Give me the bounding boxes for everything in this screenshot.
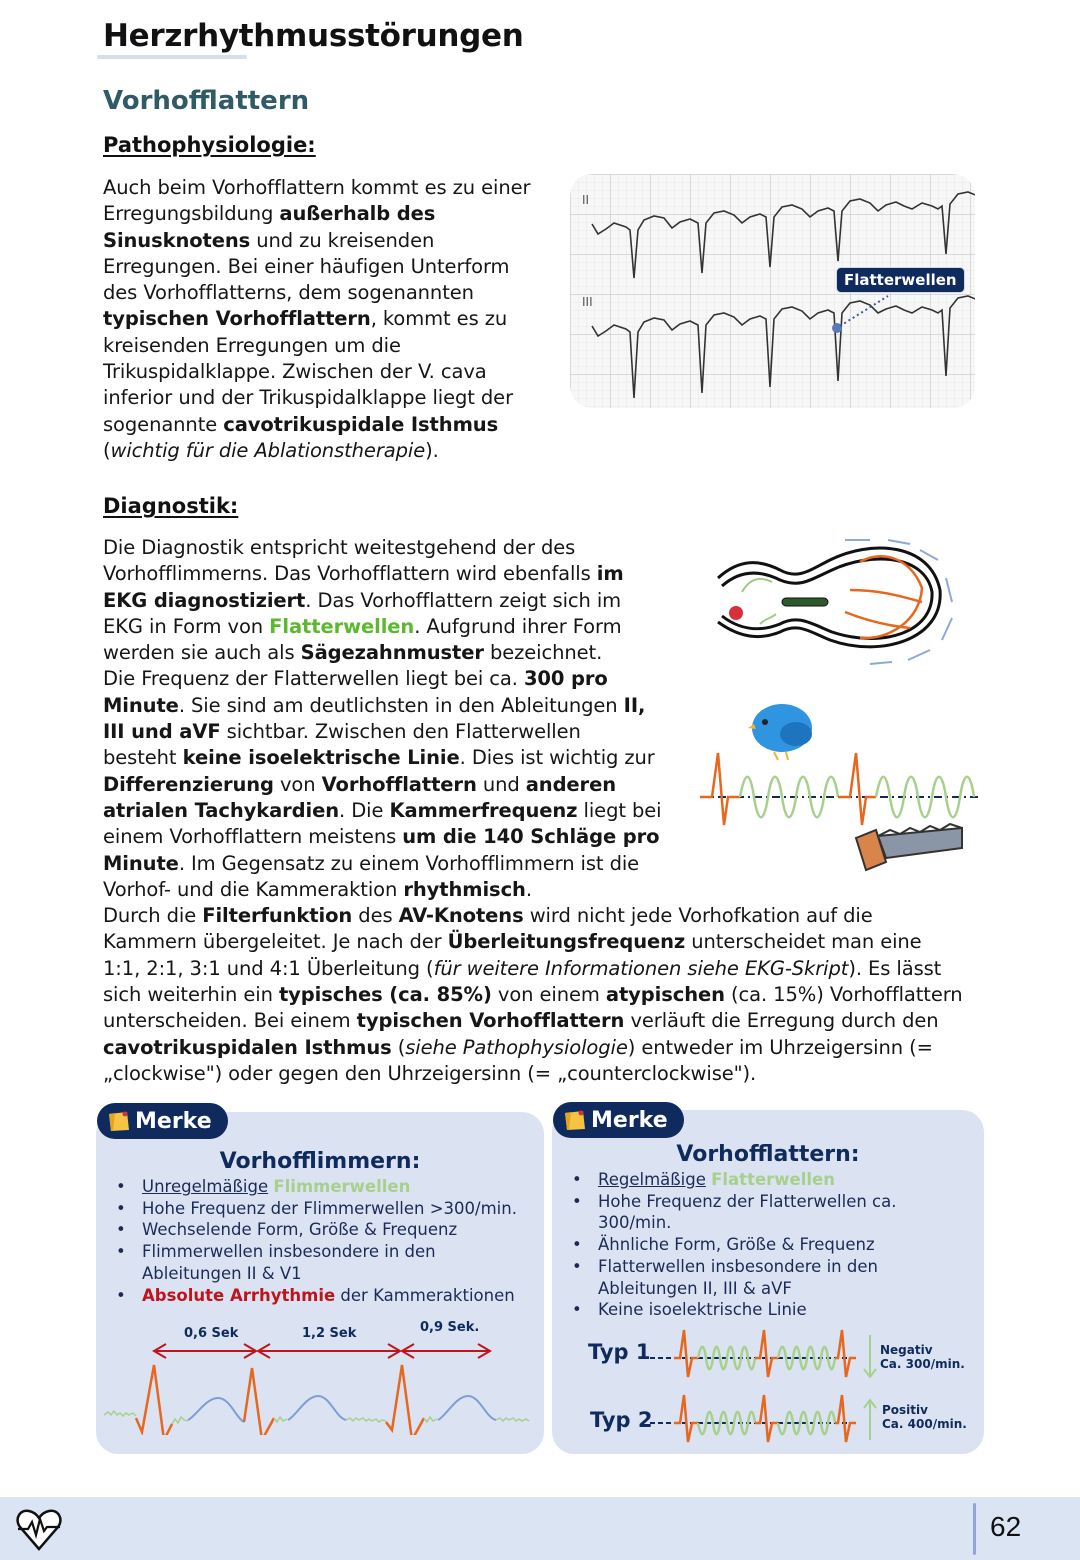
saw-icon bbox=[856, 824, 962, 870]
pathophysiologie-heading: Pathophysiologie: bbox=[103, 133, 316, 157]
text-line: Sinusknotens und zu kreisenden bbox=[103, 228, 435, 252]
list-item: • Unregelmäßige Flimmerwellen bbox=[114, 1176, 534, 1198]
list-item: • Hohe Frequenz der Flimmerwellen >300/min. bbox=[114, 1198, 534, 1220]
page-number: 62 bbox=[990, 1511, 1022, 1542]
text-line: Die Diagnostik entspricht weitestgehend der des bbox=[103, 536, 576, 559]
typ2-rate: Ca. 400/min. bbox=[882, 1417, 967, 1431]
text-line: werden sie auch als Sägezahnmuster bezeichnet. bbox=[103, 641, 603, 665]
list-item: • Flimmerwellen insbesondere in den Ableitungen II & V1 bbox=[114, 1241, 534, 1284]
typ2-label: Typ 2 bbox=[590, 1408, 653, 1432]
rr-interval-3: 0,9 Sek. bbox=[420, 1320, 480, 1335]
flatter-typen-diagram bbox=[650, 1325, 880, 1445]
list-item: • Hohe Frequenz der Flatterwellen ca. 300/min. bbox=[570, 1191, 980, 1234]
lead-label-ii: II bbox=[582, 193, 590, 207]
heart-pulse-icon bbox=[14, 1505, 64, 1555]
typ1-direction: Negativ bbox=[880, 1343, 933, 1357]
list-item: • Regelmäßige Flatterwellen bbox=[570, 1169, 980, 1191]
text-line: EKG diagnostiziert. Das Vorhofflattern zeigt sich im bbox=[103, 588, 622, 612]
lead-label-iii: III bbox=[582, 295, 593, 309]
text-line: Erregungen. Bei einer häufigen Unterform bbox=[103, 254, 510, 278]
merke-label: Merke bbox=[591, 1107, 668, 1133]
text-line: atrialen Tachykardien. Die Kammerfrequenz liegt bei bbox=[103, 798, 662, 822]
typ1-rate: Ca. 300/min. bbox=[880, 1357, 965, 1371]
arrow-down-icon bbox=[864, 1335, 876, 1377]
merke-label: Merke bbox=[135, 1108, 212, 1134]
list-item: • Absolute Arrhythmie der Kammeraktionen bbox=[114, 1285, 534, 1307]
text-line: unterscheiden. Bei einem typischen Vorhofflattern verläuft die Erregung durch den bbox=[103, 1009, 939, 1033]
pathophysiologie-text bbox=[103, 175, 530, 464]
rr-interval-2: 1,2 Sek bbox=[302, 1326, 357, 1341]
text-line: III und aVF sichtbar. Zwischen den Flatterwellen bbox=[103, 720, 581, 744]
section-title: Vorhofflattern bbox=[103, 86, 310, 116]
text-line: Vorhofflimmerns. Das Vorhofflattern wird ebenfalls im bbox=[103, 562, 624, 586]
merke-badge-left bbox=[97, 1103, 228, 1139]
merke-right-list bbox=[570, 1169, 980, 1321]
vorhofflimmern-ecg-diagram bbox=[96, 1340, 544, 1435]
text-line: Die Frequenz der Flatterwellen liegt bei ca. 300 pro bbox=[103, 667, 608, 691]
list-item: • Flatterwellen insbesondere in den Ableitungen II, III & aVF bbox=[570, 1256, 980, 1299]
rr-interval-1: 0,6 Sek bbox=[184, 1326, 239, 1341]
text-line: Kammern übergeleitet. Je nach der Überleitungsfrequenz unterscheidet man eine bbox=[103, 930, 922, 954]
typ1-label: Typ 1 bbox=[588, 1340, 651, 1364]
merke-left-list bbox=[114, 1176, 534, 1306]
page-number-divider bbox=[973, 1503, 976, 1555]
footer-bar bbox=[0, 1497, 1080, 1560]
list-item: • Keine isoelektrische Linie bbox=[570, 1299, 980, 1321]
text-line: Durch die Filterfunktion des AV-Knotens wird nicht jede Vorhofkation auf die bbox=[103, 904, 873, 928]
text-line: besteht keine isoelektrische Linie. Dies ist wichtig zur bbox=[103, 746, 655, 770]
text-line: Vorhof- und die Kammeraktion rhythmisch. bbox=[103, 877, 532, 901]
merke-right-heading: Vorhofflattern: bbox=[676, 1142, 860, 1167]
sticky-note-icon bbox=[107, 1110, 131, 1132]
text-line: 1:1, 2:1, 3:1 und 4:1 Überleitung (für weitere Informationen siehe EKG-Skript). Es lässt bbox=[103, 956, 942, 980]
text-line: Minute. Sie sind am deutlichsten in den Ableitungen II, bbox=[103, 693, 646, 717]
flatterwellen-callout: Flatterwellen bbox=[836, 267, 965, 293]
text-line: typischen Vorhofflattern, kommt es zu bbox=[103, 307, 508, 331]
text-line: Differenzierung von Vorhofflattern und anderen bbox=[103, 772, 616, 796]
merke-left-heading: Vorhofflimmern: bbox=[219, 1149, 421, 1174]
text-line: EKG in Form von Flatterwellen. Aufgrund ihrer Form bbox=[103, 614, 622, 638]
text-line: „clockwise") oder gegen den Uhrzeigersinn (= „counterclockwise"). bbox=[103, 1061, 757, 1085]
saegezahn-illustration bbox=[700, 690, 980, 875]
text-line: Trikuspidalklappe. Zwischen der V. cava bbox=[103, 360, 487, 384]
sticky-note-icon bbox=[563, 1109, 587, 1131]
text-line: sogenannte cavotrikuspidale Isthmus bbox=[103, 412, 499, 436]
reentry-circuit-diagram bbox=[710, 530, 980, 670]
list-item: • Ähnliche Form, Größe & Frequenz bbox=[570, 1234, 980, 1256]
list-item: • Wechselende Form, Größe & Frequenz bbox=[114, 1219, 534, 1241]
typ2-direction: Positiv bbox=[882, 1403, 928, 1417]
text-line: sich weiterhin ein typisches (ca. 85%) von einem atypischen (ca. 15%) Vorhofflattern bbox=[103, 983, 963, 1007]
text-line: Erregungsbildung außerhalb des bbox=[103, 202, 436, 226]
typ2-note bbox=[882, 1403, 967, 1431]
text-line: (wichtig für die Ablationstherapie). bbox=[103, 438, 439, 462]
typ1-note bbox=[880, 1343, 965, 1371]
merke-badge-right bbox=[553, 1102, 684, 1138]
diagnostik-heading: Diagnostik: bbox=[103, 494, 239, 518]
text-line: Auch beim Vorhofflattern kommt es zu einer bbox=[103, 176, 531, 199]
page-title: Herzrhythmusstörungen bbox=[103, 18, 524, 54]
title-underline bbox=[97, 55, 247, 59]
text-line: inferior und der Trikuspidalklappe liegt der bbox=[103, 386, 513, 410]
text-line: kreisenden Erregungen um die bbox=[103, 333, 401, 357]
text-line: des Vorhofflatterns, dem sogenannten bbox=[103, 281, 474, 305]
bird-icon bbox=[748, 704, 812, 760]
arrow-up-icon bbox=[864, 1400, 876, 1440]
text-line: cavotrikuspidalen Isthmus (siehe Pathophysiologie) entweder im Uhrzeigersinn (= bbox=[103, 1035, 933, 1059]
text-line: Minute. Im Gegensatz zu einem Vorhofflimmern ist die bbox=[103, 851, 640, 875]
text-line: einem Vorhofflattern meistens um die 140 Schläge pro bbox=[103, 825, 660, 849]
